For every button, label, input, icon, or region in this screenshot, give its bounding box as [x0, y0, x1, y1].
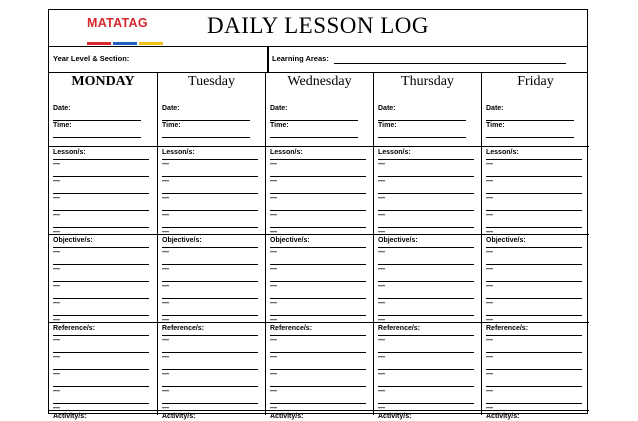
section-line[interactable]	[53, 247, 149, 248]
bullet-dash: —	[486, 229, 493, 236]
entry-line[interactable]	[162, 176, 258, 177]
entry-line[interactable]	[270, 210, 366, 211]
bullet-dash: —	[486, 300, 493, 307]
entry-line[interactable]	[53, 264, 149, 265]
bullet-dash: —	[486, 178, 493, 185]
time-label: Time:	[53, 122, 72, 129]
bullet-dash: —	[162, 266, 169, 273]
time-field[interactable]	[162, 137, 250, 138]
time-field[interactable]	[53, 137, 141, 138]
bullet-dash: —	[378, 388, 385, 395]
section-objectives	[482, 234, 589, 323]
section-line[interactable]	[486, 247, 582, 248]
section-line[interactable]	[53, 159, 149, 160]
learning-areas-field[interactable]	[334, 54, 566, 64]
bullet-dash: —	[162, 388, 169, 395]
section-line[interactable]	[162, 247, 258, 248]
entry-line[interactable]	[162, 403, 258, 404]
bullet-dash: —	[270, 212, 277, 219]
entry-line[interactable]	[378, 193, 474, 194]
date-field[interactable]	[53, 120, 141, 121]
section-label: Reference/s:	[53, 325, 96, 332]
section-line[interactable]	[486, 335, 582, 336]
bullet-dash: —	[162, 354, 169, 361]
time-label: Time:	[378, 122, 397, 129]
day-heading-thursday: Thursday	[401, 74, 454, 89]
bullet-dash: —	[53, 388, 60, 395]
section-line[interactable]	[378, 159, 474, 160]
section-activities	[482, 410, 589, 421]
bullet-dash: —	[53, 229, 60, 236]
bullet-dash: —	[53, 249, 60, 256]
time-label: Time:	[486, 122, 505, 129]
section-label: Activity/s:	[162, 413, 196, 420]
section-label: Activity/s:	[486, 413, 520, 420]
date-field[interactable]	[378, 120, 466, 121]
entry-line[interactable]	[162, 227, 258, 228]
section-lessons	[49, 146, 157, 235]
section-objectives	[374, 234, 481, 323]
section-label: Activity/s:	[53, 413, 87, 420]
time-field[interactable]	[378, 137, 466, 138]
bullet-dash: —	[162, 337, 169, 344]
bullet-dash: —	[486, 337, 493, 344]
section-line[interactable]	[486, 159, 582, 160]
section-label: Activity/s:	[378, 413, 412, 420]
bullet-dash: —	[162, 212, 169, 219]
bullet-dash: —	[162, 317, 169, 324]
entry-line[interactable]	[378, 264, 474, 265]
section-label: Activity/s:	[270, 413, 304, 420]
entry-line[interactable]	[53, 176, 149, 177]
bullet-dash: —	[53, 161, 60, 168]
section-line[interactable]	[270, 247, 366, 248]
section-label: Objective/s:	[486, 237, 526, 244]
bullet-dash: —	[486, 161, 493, 168]
entry-line[interactable]	[378, 281, 474, 282]
section-label: Lesson/s:	[270, 149, 303, 156]
entry-line[interactable]	[270, 403, 366, 404]
entry-line[interactable]	[486, 227, 582, 228]
section-label: Lesson/s:	[486, 149, 519, 156]
entry-line[interactable]	[378, 227, 474, 228]
bullet-dash: —	[162, 229, 169, 236]
bullet-dash: —	[53, 283, 60, 290]
section-line[interactable]	[270, 159, 366, 160]
bullet-dash: —	[378, 337, 385, 344]
section-line[interactable]	[53, 335, 149, 336]
bullet-dash: —	[486, 283, 493, 290]
entry-line[interactable]	[486, 352, 582, 353]
entry-line[interactable]	[486, 176, 582, 177]
section-label: Lesson/s:	[162, 149, 195, 156]
entry-line[interactable]	[486, 264, 582, 265]
bullet-dash: —	[486, 249, 493, 256]
entry-line[interactable]	[378, 315, 474, 316]
section-references	[482, 322, 589, 411]
time-field[interactable]	[270, 137, 358, 138]
entry-line[interactable]	[270, 193, 366, 194]
header	[49, 10, 587, 47]
entry-line[interactable]	[162, 315, 258, 316]
bullet-dash: —	[486, 195, 493, 202]
entry-line[interactable]	[486, 403, 582, 404]
day-heading-tuesday: Tuesday	[188, 74, 235, 89]
bullet-dash: —	[53, 212, 60, 219]
entry-line[interactable]	[270, 281, 366, 282]
entry-line[interactable]	[486, 193, 582, 194]
bullet-dash: —	[53, 178, 60, 185]
section-objectives	[49, 234, 157, 323]
section-label: Objective/s:	[53, 237, 93, 244]
entry-line[interactable]	[270, 264, 366, 265]
page-title: DAILY LESSON LOG	[206, 13, 430, 38]
section-label: Objective/s:	[378, 237, 418, 244]
bullet-dash: —	[270, 266, 277, 273]
time-label: Time:	[162, 122, 181, 129]
bullet-dash: —	[378, 354, 385, 361]
bullet-dash: —	[53, 266, 60, 273]
bullet-dash: —	[162, 405, 169, 412]
bullet-dash: —	[270, 249, 277, 256]
entry-line[interactable]	[270, 352, 366, 353]
day-column-monday	[49, 72, 157, 420]
entry-line[interactable]	[53, 298, 149, 299]
date-label: Date:	[162, 105, 180, 112]
bullet-dash: —	[162, 249, 169, 256]
entry-line[interactable]	[162, 298, 258, 299]
section-line[interactable]	[162, 335, 258, 336]
section-lessons	[482, 146, 589, 235]
bullet-dash: —	[378, 283, 385, 290]
section-label: Objective/s:	[162, 237, 202, 244]
date-label: Date:	[486, 105, 504, 112]
section-line[interactable]	[162, 159, 258, 160]
bullet-dash: —	[270, 371, 277, 378]
day-grid	[49, 72, 587, 420]
bullet-dash: —	[486, 317, 493, 324]
day-column-friday	[481, 72, 589, 420]
section-line[interactable]	[378, 335, 474, 336]
day-column-thursday	[373, 72, 481, 420]
bullet-dash: —	[162, 161, 169, 168]
day-heading-monday: MONDAY	[71, 74, 135, 89]
section-objectives	[266, 234, 373, 323]
bullet-dash: —	[270, 178, 277, 185]
section-label: Objective/s:	[270, 237, 310, 244]
entry-line[interactable]	[162, 352, 258, 353]
date-field[interactable]	[162, 120, 250, 121]
date-label: Date:	[378, 105, 396, 112]
bullet-dash: —	[53, 317, 60, 324]
learning-areas-label: Learning Areas:	[272, 54, 329, 63]
entry-line[interactable]	[53, 210, 149, 211]
bullet-dash: —	[378, 229, 385, 236]
entry-line[interactable]	[162, 386, 258, 387]
bullet-dash: —	[486, 212, 493, 219]
entry-line[interactable]	[162, 264, 258, 265]
day-heading-wednesday: Wednesday	[287, 74, 352, 89]
entry-line[interactable]	[53, 386, 149, 387]
bullet-dash: —	[270, 300, 277, 307]
section-lessons	[374, 146, 481, 235]
section-label: Lesson/s:	[53, 149, 86, 156]
entry-line[interactable]	[270, 386, 366, 387]
entry-line[interactable]	[486, 298, 582, 299]
entry-line[interactable]	[162, 210, 258, 211]
bullet-dash: —	[162, 195, 169, 202]
bullet-dash: —	[53, 300, 60, 307]
entry-line[interactable]	[486, 386, 582, 387]
entry-line[interactable]	[270, 176, 366, 177]
section-references	[374, 322, 481, 411]
section-references	[49, 322, 157, 411]
bullet-dash: —	[378, 178, 385, 185]
entry-line[interactable]	[270, 369, 366, 370]
bullet-dash: —	[378, 300, 385, 307]
bullet-dash: —	[270, 388, 277, 395]
date-label: Date:	[53, 105, 71, 112]
section-label: Reference/s:	[378, 325, 421, 332]
bullet-dash: —	[486, 354, 493, 361]
section-activities	[49, 410, 157, 421]
section-label: Reference/s:	[162, 325, 205, 332]
section-activities	[266, 410, 373, 421]
bullet-dash: —	[53, 405, 60, 412]
day-column-tuesday	[157, 72, 265, 420]
entry-line[interactable]	[53, 315, 149, 316]
section-lessons	[266, 146, 373, 235]
bullet-dash: —	[378, 195, 385, 202]
day-heading-friday: Friday	[517, 74, 554, 89]
year-level-section	[49, 46, 267, 72]
entry-line[interactable]	[378, 386, 474, 387]
entry-line[interactable]	[162, 281, 258, 282]
bullet-dash: —	[162, 300, 169, 307]
section-label: Lesson/s:	[378, 149, 411, 156]
bullet-dash: —	[270, 317, 277, 324]
bullet-dash: —	[53, 337, 60, 344]
bullet-dash: —	[378, 161, 385, 168]
bullet-dash: —	[378, 405, 385, 412]
bullet-dash: —	[270, 229, 277, 236]
learning-areas	[268, 46, 589, 72]
section-references	[266, 322, 373, 411]
bullet-dash: —	[486, 371, 493, 378]
bullet-dash: —	[486, 266, 493, 273]
section-objectives	[158, 234, 265, 323]
date-label: Date:	[270, 105, 288, 112]
entry-line[interactable]	[53, 281, 149, 282]
bullet-dash: —	[378, 266, 385, 273]
entry-line[interactable]	[378, 298, 474, 299]
section-activities	[374, 410, 481, 421]
entry-line[interactable]	[53, 403, 149, 404]
bullet-dash: —	[486, 388, 493, 395]
time-label: Time:	[270, 122, 289, 129]
entry-line[interactable]	[486, 315, 582, 316]
bullet-dash: —	[162, 178, 169, 185]
bullet-dash: —	[53, 371, 60, 378]
entry-line[interactable]	[270, 227, 366, 228]
bullet-dash: —	[270, 354, 277, 361]
entry-line[interactable]	[378, 176, 474, 177]
entry-line[interactable]	[378, 352, 474, 353]
section-label: Reference/s:	[270, 325, 313, 332]
entry-line[interactable]	[53, 369, 149, 370]
entry-line[interactable]	[378, 403, 474, 404]
entry-line[interactable]	[162, 369, 258, 370]
section-lessons	[158, 146, 265, 235]
bullet-dash: —	[53, 195, 60, 202]
section-references	[158, 322, 265, 411]
lesson-log-sheet	[48, 9, 588, 420]
logo-text: MATATAG	[87, 16, 148, 30]
entry-line[interactable]	[486, 369, 582, 370]
bullet-dash: —	[270, 283, 277, 290]
entry-line[interactable]	[270, 298, 366, 299]
date-field[interactable]	[270, 120, 358, 121]
time-field[interactable]	[486, 137, 574, 138]
day-column-wednesday	[265, 72, 373, 420]
entry-line[interactable]	[270, 315, 366, 316]
bullet-dash: —	[378, 249, 385, 256]
bullet-dash: —	[162, 371, 169, 378]
section-line[interactable]	[378, 247, 474, 248]
bullet-dash: —	[270, 405, 277, 412]
entry-line[interactable]	[486, 281, 582, 282]
section-line[interactable]	[270, 335, 366, 336]
bullet-dash: —	[486, 405, 493, 412]
bullet-dash: —	[270, 337, 277, 344]
entry-line[interactable]	[53, 193, 149, 194]
bullet-dash: —	[270, 161, 277, 168]
bullet-dash: —	[378, 371, 385, 378]
bullet-dash: —	[378, 212, 385, 219]
bullet-dash: —	[53, 354, 60, 361]
entry-line[interactable]	[378, 369, 474, 370]
entry-line[interactable]	[378, 210, 474, 211]
entry-line[interactable]	[53, 352, 149, 353]
meta-row	[49, 46, 587, 73]
entry-line[interactable]	[162, 193, 258, 194]
entry-line[interactable]	[486, 210, 582, 211]
year-level-label: Year Level & Section:	[53, 54, 130, 63]
section-activities	[158, 410, 265, 421]
section-label: Reference/s:	[486, 325, 529, 332]
bullet-dash: —	[270, 195, 277, 202]
date-field[interactable]	[486, 120, 574, 121]
entry-line[interactable]	[53, 227, 149, 228]
bullet-dash: —	[378, 317, 385, 324]
bullet-dash: —	[162, 283, 169, 290]
